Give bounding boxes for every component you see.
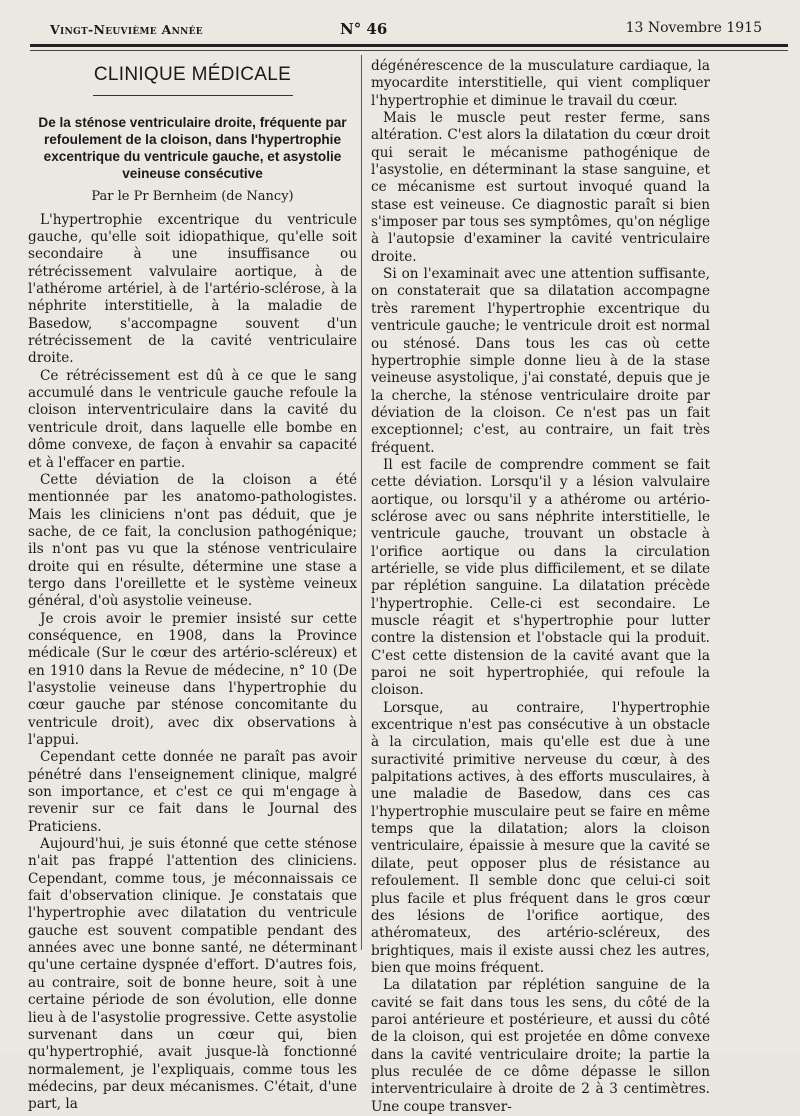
paragraph: Lorsque, au contraire, l'hypertrophie excentrique n'est pas consécutive à un obstacle à la circulation, mais qu'elle est due à une suractivité primitive nerveuse du cœur, à des palpitations actives, à des efforts musculaires, à une maladie de Basedow, dans ces cas l'hypertrophie musculaire peut se faire en même temps que la dilatation; alors la cloison ventriculaire, épaissie à mesure que la cavité se dilate, peut opposer plus de résistance au refoulement. Il semble donc que celui-ci soit plus facile et plus fréquent dans le gros cœur des lésions de l'orifice aortique, des athéromateux, des artério-scléreux, des brightiques, mais il existe aussi chez les autres, bien que moins fréquent. xyxy=(371,699,710,976)
issue-number: N° 46 xyxy=(340,20,388,38)
paragraph: Mais le muscle peut rester ferme, sans altération. C'est alors la dilatation du cœur droit qui serait le mécanisme pathogénique de l'asystolie, en déterminant la stase sanguine, et ce mécanisme est surtout invoqué quand la stase est veineuse. Ce diagnostic paraît si bien s'imposer par tous ses symptômes, qu'on néglige à l'autopsie d'examiner la cavité ventriculaire droite. xyxy=(371,110,710,265)
paragraph: Cependant cette donnée ne paraît pas avoir pénétré dans l'enseignement clinique, malgré son importance, et c'est ce qui m'engage à revenir sur ce fait dans le Journal des Praticiens. xyxy=(28,749,357,835)
issue-year: Vingt-Neuvième Année xyxy=(50,22,203,37)
paragraph: La dilatation par réplétion sanguine de la cavité se fait dans tous les sens, du côté de la paroi antérieure et postérieure, et aussi du côté de la cloison, qui est projetée en dôme convexe dans la cavité ventriculaire droite; la partie la plus reculée de ce dôme dépasse le sillon interventriculaire à droite de 2 à 3 centimètres. Une coupe transver- xyxy=(371,977,710,1115)
header-rule-thick xyxy=(30,44,788,47)
paragraph: Il est facile de comprendre comment se fait cette déviation. Lorsqu'il y a lésion valvulaire aortique, ou lorsqu'il y a athérome ou artério-sclérose avec ou sans néphrite interstitielle, le ventricule gauche, trouvant un obstacle à l'orifice aortique ou dans la circulation artérielle, se vide plus difficilement, et se dilate par réplétion sanguine. La dilatation précède l'hypertrophie. Celle-ci est secondaire. Le muscle réagit et s'hypertrophie pour lutter contre la distension et l'obstacle qui la produit. C'est cette distension de la cavité avant que la paroi ne soit hypertrophiée, qui refoule la cloison. xyxy=(371,456,710,699)
column-divider xyxy=(361,55,362,950)
paragraph: Cette déviation de la cloison a été mentionnée par les anatomo-pathologistes. Mais les cliniciens n'ont pas déduit, que je sache, de ce fait, la conclusion pathogénique; ils n'ont pas vu que la sténose ventriculaire droite qui en résulte, détermine une stase a tergo dans l'oreillette et le système veineux général, d'où asystolie veineuse. xyxy=(28,471,357,610)
section-title-rule xyxy=(93,95,293,96)
paragraph: Ce rétrécissement est dû à ce que le sang accumulé dans le ventricule gauche refoule la cloison interventriculaire dans la cavité du ventricule droit, dans laquelle elle bombe en dôme convexe, de façon à envahir sa capacité et à l'effacer en partie. xyxy=(28,367,357,471)
right-column xyxy=(371,58,710,1116)
section-title: CLINIQUE MÉDICALE xyxy=(93,64,292,85)
left-column xyxy=(28,58,357,1114)
article-headline: De la sténose ventriculaire droite, fréquente par refoulement de la cloison, dans l'hypertrophie excentrique du ventricule gauche, et asystolie veineuse consécutive xyxy=(38,115,347,182)
paragraph: L'hypertrophie excentrique du ventricule gauche, qu'elle soit idiopathique, qu'elle soit secondaire à une insuffisance ou rétrécissement valvulaire aortique, à de l'athérome artériel, à de l'artério-sclérose, à la néphrite interstitielle, à la maladie de Basedow, s'accompagne souvent d'un rétrécissement de la cavité ventriculaire droite. xyxy=(28,211,357,367)
paragraph-continued: dégénérescence de la musculature cardiaque, la myocardite interstitielle, qui vient compliquer l'hypertrophie et diminue le travail du cœur. xyxy=(371,58,710,109)
header-rule-thin xyxy=(30,50,788,51)
article-byline: Par le Pr Bernheim (de Nancy) xyxy=(91,189,294,205)
running-head xyxy=(50,20,772,40)
paragraph: Si on l'examinait avec une attention suffisante, on constaterait que sa dilatation accompagne très rarement l'hypertrophie excentrique du ventricule gauche; le ventricule droit est normal ou sténosé. Dans tous les cas où cette hypertrophie simple donne lieu à de la stase veineuse asystolique, j'ai constaté, depuis que je la cherche, la sténose ventriculaire droite par déviation de la cloison. Ce n'est pas un fait exceptionnel; c'est, au contraire, un fait très fréquent. xyxy=(371,266,710,456)
issue-date: 13 Novembre 1915 xyxy=(625,20,762,36)
paragraph: Je crois avoir le premier insisté sur cette conséquence, en 1908, dans la Province médicale (Sur le cœur des artério-scléreux) et en 1910 dans la Revue de médecine, n° 10 (De l'asystolie veineuse dans l'hypertrophie du cœur gauche par sténose concomitante du ventricule droit), avec dix observations à l'appui. xyxy=(28,610,357,748)
paragraph: Aujourd'hui, je suis étonné que cette sténose n'ait pas frappé l'attention des cliniciens. Cependant, comme tous, je méconnaissais ce fait d'observation clinique. Je constatais que l'hypertrophie avec dilatation du ventricule gauche est souvent compatible pendant des années avec une bonne santé, ne déterminant qu'une certaine dyspnée d'effort. D'autres fois, au contraire, soit de bonne heure, soit à une certaine période de son évolution, elle donne lieu à de l'asystolie progressive. Cette asystolie survenant dans un cœur qui, bien qu'hypertrophié, avait jusque-là fonctionné normalement, je l'expliquais, comme tous les médecins, par deux mécanismes. C'était, d'une part, la xyxy=(28,836,357,1113)
